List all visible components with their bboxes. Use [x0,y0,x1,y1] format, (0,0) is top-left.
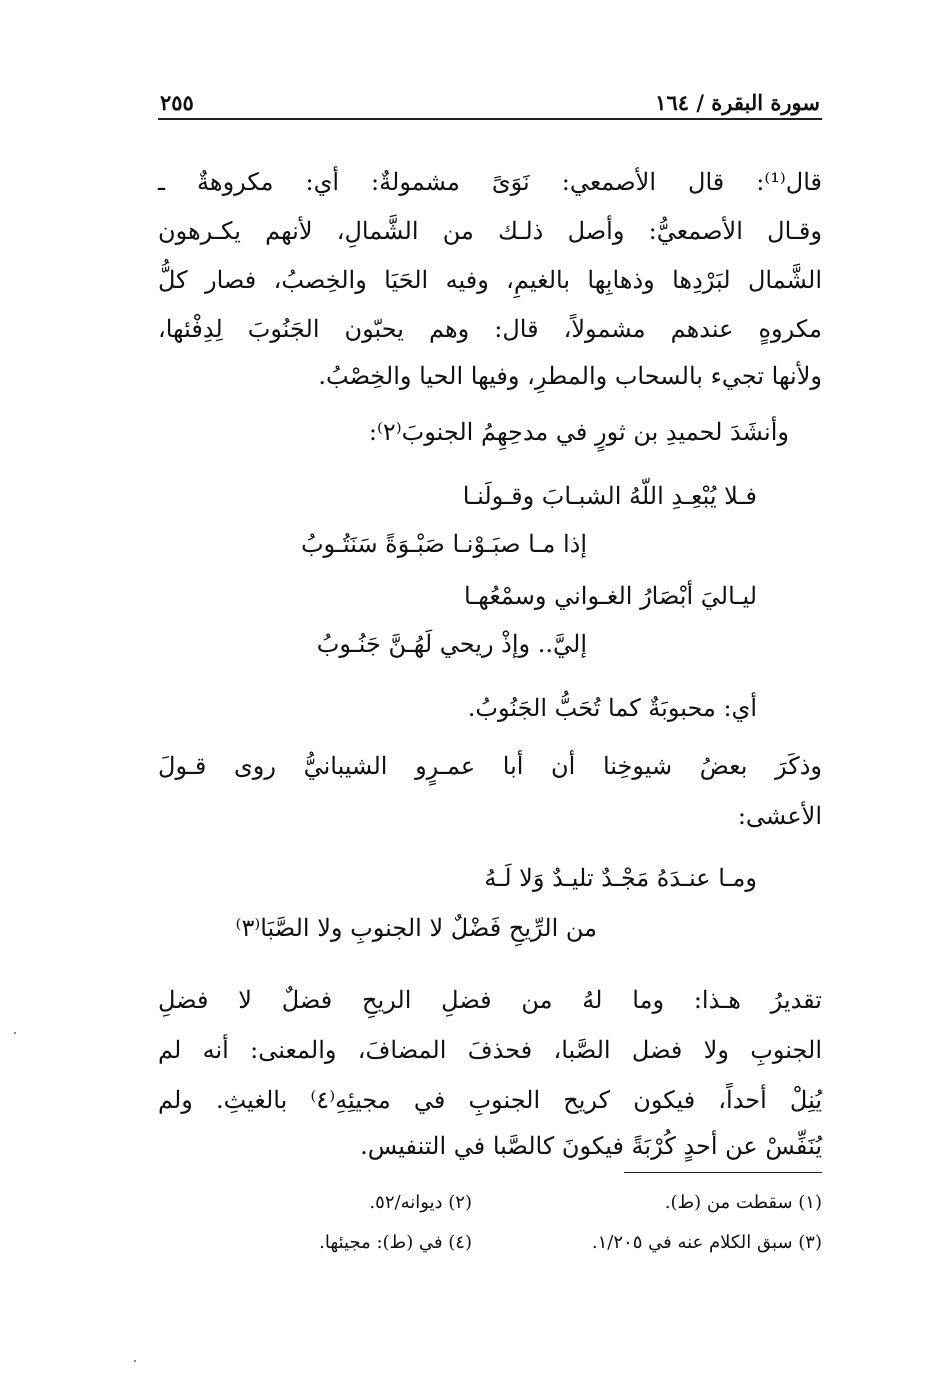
page-number: ٢٥٥ [160,90,194,115]
body-line: وأنشَدَ لحميدِ بن ثورٍ في مدحِهِمُ الجنوبَ⁽٢⁾: [368,418,789,446]
page-header [158,88,822,120]
verse-line: ومـا عنـدَهُ مَجْـدٌ تليـدٌ وَلا لَـهُ [484,864,757,892]
verse-line: إليَّ.. وإذْ ريحي لَهُـنَّ جَنُـوبُ [316,630,587,658]
verse-line: فـلا يُبْعِـدِ اللّهُ الشبـابَ وقـولَنـا [462,482,757,510]
body-line: الجنوبِ ولا فضل الصَّبا، فحذفَ المضافَ، والمعنى: أنه لم [158,1036,822,1064]
running-title: سورة البقرة / ١٦٤ [655,90,820,115]
body-line: قال⁽¹⁾: قال الأصمعي: نَوَىً مشمولةٌ: أي: مكروهةٌ ـ [158,168,822,196]
body-line: وقـال الأصمعيُّ: وأصل ذلـك من الشَّمالِ، لأنهم يكـرهون [158,217,822,245]
footnote-separator [624,1172,822,1173]
footnote: (٢) ديوانه/٥٢. [369,1192,472,1213]
footnote: (١) سقطت من (ط). [664,1192,822,1213]
body-line: وذكَرَ بعضُ شيوخِنا أن أبا عمـرٍو الشيبانيُّ روى قـولَ [158,752,822,780]
scan-speck [134,1360,136,1362]
body-line: مكروهٍ عندهم مشمولاً، قال: وهم يحبّون الجَنُوبَ لِدِفْئها، [158,315,822,343]
verse-line: من الرِّيحِ فَضْلٌ لا الجنوبِ ولا الصَّبَا⁽٣⁾ [235,914,597,942]
body-line: يُنَفِّسْ عن أحدٍ كُرْبَةً فيكونَ كالصَّبا في التنفيس. [360,1132,822,1160]
footnote: (٤) في (ط): مجيئها. [319,1232,472,1253]
body-line: الشَّمال لبَرْدِها وذهابِها بالغيمِ، وفيه الحَيَا والخِصبُ، فصار كلُّ [158,266,822,294]
scan-speck [14,1032,16,1034]
body-line: أي: محبوبَةٌ كما تُحَبُّ الجَنُوبُ. [467,694,757,722]
verse-line: إذا مـا صبَـوْنـا صَبْـوَةً سَنَتُـوبُ [300,530,587,558]
footnote: (٣) سبق الكلام عنه في ١/٢٠٥. [591,1232,822,1253]
body-line: يُنِلْ أحداً، فيكون كريح الجنوبِ في مجيئِهِ⁽٤⁾ بالغيثِ. ولم [158,1086,822,1114]
verse-line: ليـاليَ أبْصَارُ الغـواني وسمْعُهـا [463,582,757,610]
body-line: ولأنها تجيء بالسحاب والمطرِ، وفيها الحيا والخِصْبُ. [318,362,822,390]
body-line: الأعشى: [737,802,822,830]
body-line: تقديرُ هـذا: وما لهُ من فضلِ الريحِ فضلٌ لا فضلِ [158,986,822,1014]
